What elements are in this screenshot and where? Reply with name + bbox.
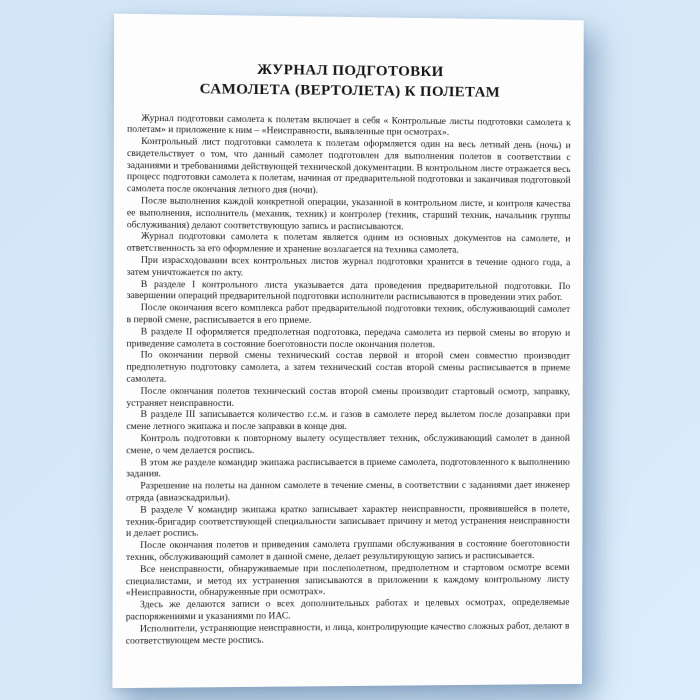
paragraph: Контрольный лист подготовки самолета к полетам оформляется один на весь летный день (ночь) и свидетельствует о том, что данный самолет подготовлен для выполнения полетов в соответствии с заданиями и требованиями действующей технической документации. В контрольном листе отражается весь процесс подготовки самолета к полетам, начиная от предварительной подготовки и заканчивая подготовкой самолета после окончания летного дня (ночи). bbox=[126, 135, 571, 197]
document-title bbox=[127, 58, 571, 104]
paragraph: В этом же разделе командир экипажа расписывается в приеме самолета, подготовленного к выполнению задания. bbox=[126, 456, 570, 480]
paragraph: В разделе I контрольного листа указывается дата проведения предварительной подготовки. По завершении операций предварительной подготовки исполнители расписываются в проведении этих работ. bbox=[126, 278, 571, 304]
document-title-line2: САМОЛЕТА (ВЕРТОЛЕТА) К ПОЛЕТАМ bbox=[199, 81, 501, 101]
paragraph: После окончания полетов и приведения самолета группами обслуживания в состояние боеготовности техник, обслуживающий самолет в данной смене, делает результирующую запись и расписывается. bbox=[125, 538, 570, 564]
paragraph: Здесь же делаются записи о всех дополнительных работах и целевых осмотрах, определяемые распоряжениями и указаниями по ИАС. bbox=[125, 596, 570, 623]
paragraph: После окончания полетов технический состав второй смены производит стартовый осмотр, заправку, устраняет неисправности. bbox=[126, 385, 571, 409]
paragraph: Журнал подготовки самолета к полетам является одним из основных документов на самолете, и ответственность за его оформление и хранение возлагается на техника самолета. bbox=[126, 231, 571, 256]
paragraph: После выполнения каждой конкретной операции, указанной в контрольном листе, и контроля качества ее выполнения, исполнитель (механик, техник) и контролер (техник, старший техник, начальник группы обслуживания) делают соответствующую запись и расписываются. bbox=[126, 195, 571, 233]
paragraph: В разделе II оформляется предполетная подготовка, передача самолета из первой смены во вторую и приведение самолета в состояние боеготовности после окончания полетов. bbox=[126, 326, 571, 350]
paragraph: Разрешение на полеты на данном самолете в течение смены, в соответствии с заданиями дает инженер отряда (авиаэскадрильи). bbox=[126, 479, 570, 504]
paragraph: Все неисправности, обнаруживаемые при послеполетном, предполетном и стартовом осмотре всеми специалистами, и метод их устранения записываются в приложении к каждому контрольному листу «Неисправности, обнаруженные при осмотрах». bbox=[125, 561, 570, 599]
paragraph: По окончании первой смены технический состав первой и второй смен совместно производит предполетную подготовку самолета, а затем технический состав второй смены расписывается в приеме самолета. bbox=[126, 349, 571, 385]
paragraph: Журнал подготовки самолета к полетам включает в себя « Контрольные листы подготовки самолета к полетам» и приложение к ним – «Неисправности, выявленные при осмотрах». bbox=[127, 112, 571, 139]
paragraph: Контроль подготовки к повторному вылету осуществляет техник, обслуживающий самолет в данной смене, о чем делается роспись. bbox=[126, 432, 570, 457]
paragraph: В разделе III записывается количество г.с.м. и газов в самолете перед вылетом после дозаправки при смене летного экипажа и после заправки в конце дня. bbox=[126, 409, 570, 433]
paragraph: В разделе V командир экипажа кратко записывает характер неисправности, проявившейся в полете, техник-бригадир соответствующей специальности записывает причину и метод устранения неисправности и делает роспись. bbox=[125, 503, 570, 540]
paragraph: При израсходовании всех контрольных листов журнал подготовки хранится в течение одного года, а затем уничтожается по акту. bbox=[126, 254, 571, 279]
paragraph: После окончания всего комплекса работ предварительной подготовки техник, обслуживающий самолет в первой смене, расписывается в его приеме. bbox=[126, 302, 571, 326]
document-body bbox=[126, 112, 571, 647]
document-title-line1: ЖУРНАЛ ПОДГОТОВКИ bbox=[257, 61, 444, 81]
document-page bbox=[112, 14, 583, 689]
paragraph: Исполнители, устраняющие неисправности, и лица, контролирующие качество сложных работ, делают в соответствующем месте роспись. bbox=[125, 620, 570, 647]
